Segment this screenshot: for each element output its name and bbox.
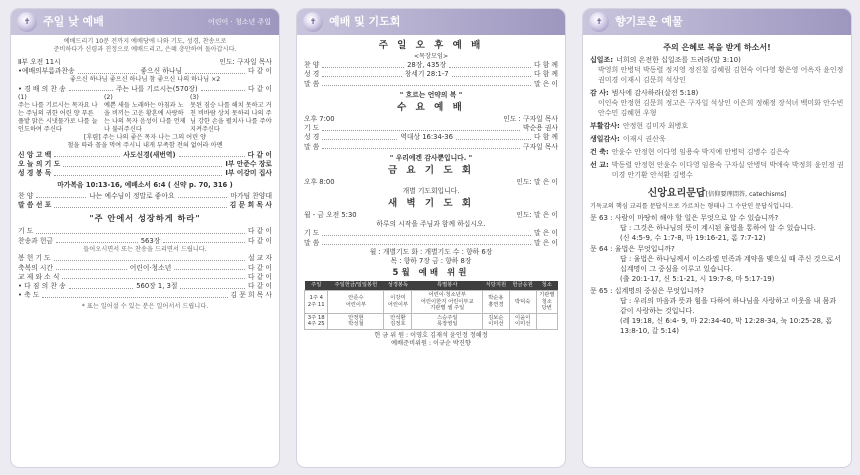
catechism-question: 문 63 : 사람이 마땅히 해야 할 일은 무엇으로 알 수 있습니까? <box>590 213 779 222</box>
offering-group: 십일조: 너희의 온전한 십일조를 드려라(말 3:10) <box>590 56 741 65</box>
panel-title: 주일 낮 예배 <box>43 15 104 28</box>
table-cell: 안정현 박성철 <box>328 313 384 329</box>
catechism-answer: 답 : 그것은 하나님의 뜻이 계시된 율법을 통하여 알 수 있습니다. <box>620 223 816 232</box>
offering-group: 건 축: 안윤수 안정현 이다영 임용숙 박지예 안병덕 김병수 김은숙 <box>590 147 790 156</box>
order-item: 봉 헌 기 도 설 교 자 <box>18 254 272 263</box>
table-header-cell: 성경봉독 <box>384 281 412 290</box>
dawn-schedule: 월 : 개별기도 화 : 개별기도 수 : 향하 6장 <box>369 247 493 256</box>
service-note: 하루의 시작을 주님과 함께 하십시오. <box>376 220 486 229</box>
order-item: 오 늘 의 기 도 Ⅰ부 안준수 장로 <box>18 160 272 169</box>
sermon-title: " 우리에겐 감사뿐입니다. " <box>389 153 473 162</box>
order-item: 성 경 봉 독 Ⅰ부 이강미 집사 <box>18 169 272 178</box>
table-header-cell: 주일 <box>305 281 328 290</box>
church-emblem-icon: ✝ <box>589 12 609 32</box>
services-panel <box>296 8 566 468</box>
order-item: 신 앙 고 백 사도신경(새번역) 다 같 이 <box>18 150 272 159</box>
catechism-refs: (레 19:18, 신 6:4- 9, 마 22:34-40, 막 12:28-34, 눅 10:25-28, 롬 13:8-10, 갈 5:14) <box>620 317 833 335</box>
table-cell: 1주 4 2주 11 <box>305 290 328 313</box>
order-item: 기 도 다 같 이 <box>18 227 272 236</box>
table-cell: 박순용 홍연경 <box>482 290 509 313</box>
order-item: 성 경 역대상 16:34-36 다 함 께 <box>304 133 558 142</box>
hymn-refrain: 철을 따라 꼴을 먹여 주시니 내게 부족함 전혀 없어라 아멘 <box>67 142 223 150</box>
church-emblem-icon: ✝ <box>17 12 37 32</box>
table-header-cell: 주일헌금/일일봉헌 <box>328 281 384 290</box>
table-header-cell: 헌금응원 <box>509 281 536 290</box>
order-item: 말 씀 선 포 김 문 희 목 사 <box>18 201 272 210</box>
offering-group: 감 사: 범사에 감사하라(살전 5:18) <box>590 89 699 98</box>
committee-table <box>304 281 558 330</box>
panel-header <box>583 9 851 35</box>
order-item: 말 씀 말 은 이 <box>304 79 558 88</box>
order-item: 찬 양 나는 예수님이 정말로 좋아요 마가팀 찬양대 <box>18 191 273 200</box>
offering-group: 생일감사: 이재시 권산욱 <box>590 134 666 143</box>
panel-header <box>11 9 279 35</box>
table-header-cell: 청소 <box>536 281 557 290</box>
catechism-answer: 답 : 우리의 마음과 뜻과 힘을 다하여 하나님을 사랑하고 이웃을 내 몸과 같이 사랑하는 것입니다. <box>620 297 837 316</box>
order-item: • 다 짐 의 찬 송 560장 1, 3절 다 같 이 <box>18 282 273 291</box>
catechism-title: 신앙요리문답 <box>647 187 706 199</box>
service-leader: 인도: 구자일 목사 <box>219 57 272 66</box>
table-cell: 이강미 어린이부 <box>384 290 412 313</box>
order-item: 말 씀 구자일 목사 <box>304 142 558 151</box>
catechism-intro: 기독교의 핵심 교리를 문답식으로 가르치는 형태나 그 수단인 문답식입니다. <box>590 202 793 210</box>
order-item: 말 씀 말 은 이 <box>304 238 558 247</box>
church-emblem-icon: ✝ <box>303 12 323 32</box>
table-cell: 어린이·청소년부 어린이한지 어린이부교 기관별 셀 주일 <box>412 290 483 313</box>
dawn-schedule: 목 : 향하 7장 금 : 향하 8장 <box>390 256 472 265</box>
table-cell: 안석환 김정호 <box>384 313 412 329</box>
committee-title: 5월 예배 위원 <box>392 268 470 278</box>
section-title: 금 요 기 도 회 <box>387 165 475 176</box>
hymn-verses: (1) 주는 나를 기르시는 목자요 나는 주님의 귀한 어린 양 푸른 풀밭 맑은 시냇물가로 나를 늘 인도하여 주신다 (2) 예쁜 새들 노래하는 아침과 노을 비끼는 고운 황혼에 사랑하는 나의 목자 음성이 나를 언제나 불러주신다 (3) 못된 짐승 나를 해치 못하고 거친 비바람 상치 못하리 나의 주님 강한 손을 펼치사 나를 주야 지켜주신다 <box>18 93 272 134</box>
offering-names: 이인숙 안정현 김문희 정고은 구자일 석상인 이은희 정해정 장석녀 백미화 안수빈 안수민 김혜현 우형 <box>598 99 844 118</box>
catechism-refs: (출 20:1-17, 신 5:1-21, 시 19:7-8, 마 5:17-19) <box>620 275 775 284</box>
order-item: 기 도 말 은 이 <box>304 229 558 238</box>
worship-order-panel <box>10 8 280 468</box>
catechism-question: 문 64 : 율법은 무엇입니까? <box>590 245 675 254</box>
offering-names: 박영희 안병덕 박동렬 정지영 정진칠 김혜림 김현숙 이다영 황은영 어옥자 윤인정 권미경 이재시 김문희 석상인 <box>598 66 844 85</box>
hymn-refrain: [후렴] 주는 나의 좋은 목자 나는 그의 어린 양 <box>83 134 207 142</box>
order-item: • 경 배 의 찬 송 주는 나를 기르시는(570장) 다 같 이 <box>18 84 272 93</box>
section-subtitle: <목장모임> <box>413 52 449 60</box>
service-leader: 인도 : 구자일 목사 <box>503 114 558 123</box>
order-item: 성 경 창세기 28:1-7 다 함 께 <box>304 70 559 79</box>
section-title: 수 요 예 배 <box>397 102 465 113</box>
intro-line: 예배드리기 10분 전까지 예배당에 나와 기도, 성경, 찬송으로 <box>63 38 227 45</box>
headline: 주의 은혜로 복을 받게 하소서! <box>663 43 771 52</box>
table-cell: 기관별 청소 당번 <box>536 290 557 313</box>
offerings-panel <box>582 8 852 468</box>
table-cell: 이윤이 이미선 <box>509 313 536 329</box>
sermon-title: "주 안에서 성장하게 하라" <box>89 213 201 224</box>
panel-header <box>297 9 565 35</box>
intro-line: 준비하다가 신령과 진정으로 예배드리고, 은혜 충만하여 돌아갑시다. <box>53 46 237 54</box>
service-time: 오후 8:00 <box>304 177 335 186</box>
section-title: 새 벽 기 도 회 <box>387 198 475 210</box>
committee-footer: 헌 금 위 원 : 이영호 김재석 윤인정 정해정 <box>374 332 488 340</box>
sermon-title: " 흐르는 언약의 복 " <box>399 90 463 99</box>
order-item: 기 도 박순용 권사 <box>304 124 558 133</box>
table-cell: 김보순 이미선 <box>482 313 509 329</box>
offering-group: 부활감사: 안정현 김미자 최병호 <box>590 121 689 130</box>
service-time: Ⅱ부 오전 11시 <box>18 57 61 66</box>
table-cell: 스승주일 목장영일 <box>412 313 483 329</box>
offering-note: 들어오시면서 또는 찬송을 드리면서 드립니다. <box>83 245 207 253</box>
table-header-cell: 특별봉사 <box>412 281 483 290</box>
committee-footer: 예배준비위원 : 이규순 박진향 <box>391 340 471 348</box>
table-cell <box>536 313 557 329</box>
panel-subtitle: 어린이 · 청소년 주일 <box>208 18 271 26</box>
catechism-refs: (신 4:5-9, 수 1:7-8, 마 19:16-21, 롬 7:7-12) <box>620 233 766 242</box>
order-item: • 축 도 김 문 희 목 사 <box>18 291 272 300</box>
section-title: 주 일 오 후 예 배 <box>378 40 484 51</box>
catechism-answer: 답 : 율법은 하나님께서 이스라엘 민족과 계약을 맺으실 때 주신 것으로서 십계명이 그 중심을 이루고 있습니다. <box>620 255 841 274</box>
service-leader: 인도: 말 은 이 <box>516 177 558 186</box>
order-item: 교 제 와 소 식 다 같 이 <box>18 272 272 281</box>
table-cell: 안준수 어린이부 <box>328 290 384 313</box>
table-cell: 3주 18 4주 25 <box>305 313 328 329</box>
table-cell: 박덕숙 <box>509 290 536 313</box>
footnote: * 표는 일어설 수 있는 분은 일어서서 드립니다. <box>81 302 209 310</box>
scripture-reference: 마가복음 10:13-16, 예배소서 6:4 ( 신약 p. 70, 316 ) <box>57 180 233 189</box>
catechism-subtitle: [信仰要理問答, catechisms] <box>705 190 787 198</box>
table-row <box>305 290 558 313</box>
catechism-question: 문 65 : 십계명의 중심은 무엇입니까? <box>590 287 705 296</box>
offering-group: 선 교: 박동렬 안정현 안윤수 이다영 임용숙 구자실 안병덕 박애숙 박정희 윤인정 권미경 안기환 안석환 김병수 <box>590 160 844 179</box>
service-time: 월 - 금 오전 5:30 <box>304 210 357 219</box>
order-item: •예배의부름과찬송 좋으신 하나님 다 같 이 <box>18 66 273 75</box>
order-item: 축복의 시간 어린이·청소년 다 같 이 <box>18 263 272 272</box>
table-header-cell: 식당지원 <box>482 281 509 290</box>
order-item: 찬송과 헌금 563장 다 같 이 <box>18 236 273 245</box>
service-time: 오후 7:00 <box>304 114 335 123</box>
order-item: 찬 양 28장, 435장 다 함 께 <box>304 61 558 70</box>
panel-title: 예배 및 기도회 <box>329 15 401 28</box>
table-row <box>305 313 558 329</box>
service-note: 개별 기도회입니다. <box>402 187 460 196</box>
panel-title: 향기로운 예물 <box>615 15 683 28</box>
service-leader: 인도: 말 은 이 <box>516 210 558 219</box>
song-lyrics: 좋으신 하나님 좋으신 하나님 참 좋으신 나의 하나님 ×2 <box>69 76 221 84</box>
